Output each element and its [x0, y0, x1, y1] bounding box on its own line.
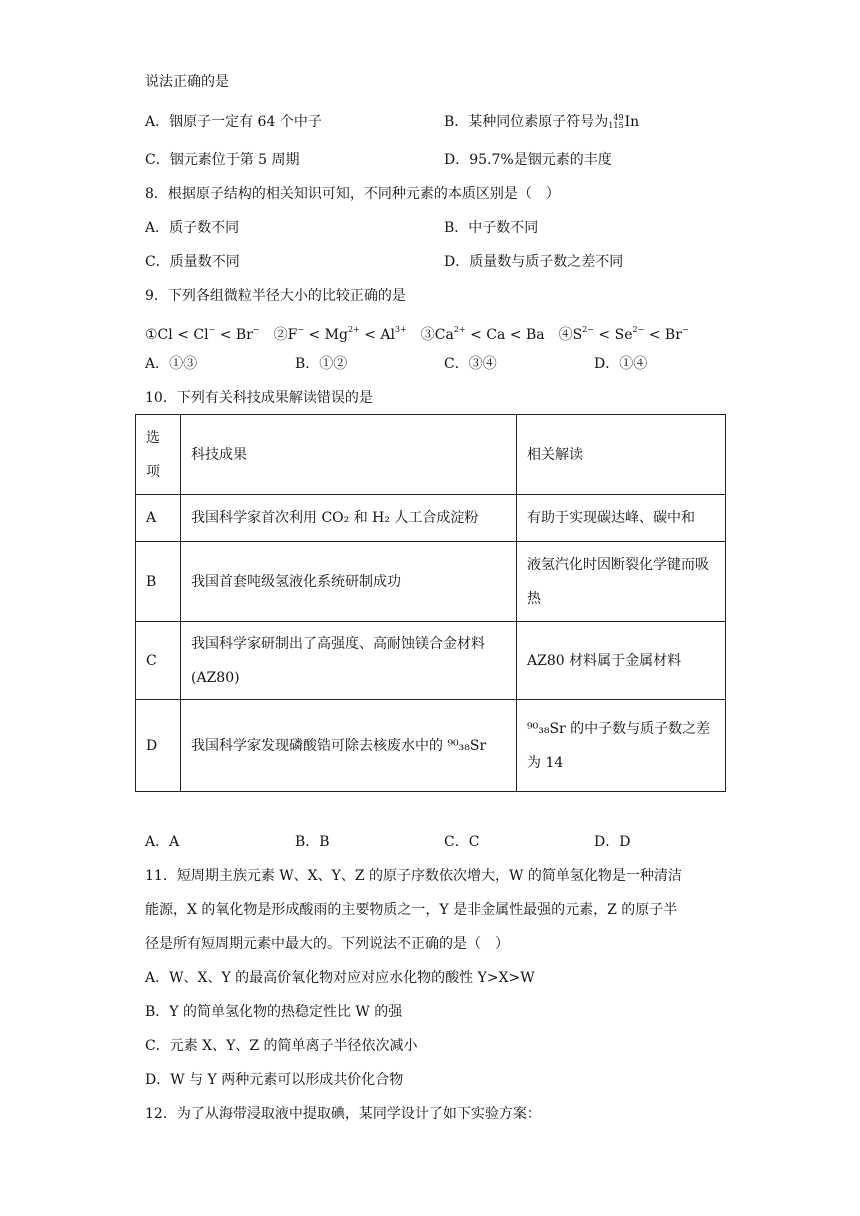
q7-option-b-text: B．某种同位素原子符号为: [444, 114, 609, 130]
q7-isotope-number: 115: [608, 121, 624, 130]
q9-item-text: < Br: [644, 327, 682, 343]
q9-charge: 2−: [582, 325, 594, 334]
table-header-row: [136, 415, 726, 495]
q9-charge: 2+: [347, 325, 360, 334]
row-option: B: [136, 542, 181, 622]
q9-option-b: B．①②: [295, 356, 348, 372]
q9-item-text: ①Cl < Cl: [145, 327, 209, 343]
q7-option-d: D．95.7%是铟元素的丰度: [444, 152, 612, 168]
q7-option-c: C．铟元素位于第 5 周期: [145, 152, 300, 168]
q7-stem-tail: 说法正确的是: [145, 74, 229, 90]
row-interpretation: ⁹⁰₃₈Sr 的中子数与质子数之差为 14: [517, 700, 726, 792]
q8-stem: 8．根据原子结构的相关知识可知，不同种元素的本质区别是（ ）: [145, 186, 560, 202]
q8-option-b: B．中子数不同: [444, 220, 539, 236]
q11-option-d: D．W 与 Y 两种元素可以形成共价化合物: [145, 1072, 404, 1088]
q9-option-d: D．①④: [594, 356, 648, 372]
q9-charge: 2+: [453, 325, 466, 334]
header-achievement: 科技成果: [181, 415, 517, 495]
header-option: [136, 415, 181, 495]
table-row: [136, 495, 726, 542]
q7-isotope-numbers: [608, 114, 623, 130]
q8-option-a: A．质子数不同: [145, 220, 240, 236]
q9-item-text: ②F: [259, 327, 298, 343]
table-row: [136, 622, 726, 700]
q9-stem: 9．下列各组微粒半径大小的比较正确的是: [145, 288, 406, 304]
q9-items: [145, 320, 689, 345]
row-interpretation: AZ80 材料属于金属材料: [517, 622, 726, 700]
q7-isotope-symbol: In: [624, 114, 640, 130]
row-option: A: [136, 495, 181, 542]
q11-option-b: B．Y 的简单氢化物的热稳定性比 W 的强: [145, 1004, 403, 1020]
row-achievement: 我国首套吨级氢液化系统研制成功: [181, 542, 517, 622]
q7-option-b: [444, 112, 639, 132]
q9-charge: 2−: [632, 325, 645, 334]
q9-charge: −: [681, 325, 689, 334]
q10-option-a: A．A: [145, 834, 180, 850]
q9-option-a: A．①③: [145, 356, 198, 372]
row-option: C: [136, 622, 181, 700]
q9-charge: −: [297, 325, 305, 334]
q9-item-text: < Br: [215, 327, 253, 343]
q9-item-text: < Mg: [304, 327, 348, 343]
q12-stem: 12．为了从海带浸取液中提取碘，某同学设计了如下实验方案：: [145, 1106, 541, 1122]
q9-charge: −: [252, 325, 260, 334]
q10-option-d: D．D: [594, 834, 631, 850]
q9-charge: 3+: [394, 325, 407, 334]
header-interpretation: 相关解读: [517, 415, 726, 495]
q9-item-text: ③Ca: [406, 327, 454, 343]
q9-item-text: < Se: [593, 327, 633, 343]
q9-option-c: C．③④: [444, 356, 497, 372]
q10-table: [135, 414, 726, 792]
q9-item-text: < Ca < Ba ④S: [465, 327, 583, 343]
header-option-line: 项: [146, 463, 160, 480]
row-option: D: [136, 700, 181, 792]
q7-option-a: A．铟原子一定有 64 个中子: [145, 114, 322, 130]
row-achievement: 我国科学家发现磷酸锆可除去核废水中的 ⁹⁰₃₈Sr: [181, 700, 517, 792]
q11-stem-line-1: 11．短周期主族元素 W、X、Y、Z 的原子序数依次增大，W 的简单氢化物是一种清洁: [145, 868, 682, 884]
q11-stem-line-2: 能源，X 的氧化物是形成酸雨的主要物质之一，Y 是非金属性最强的元素，Z 的原子半: [145, 902, 678, 918]
q9-item-text: < Al: [359, 327, 395, 343]
q10-option-b: B．B: [295, 834, 330, 850]
q11-option-c: C．元素 X、Y、Z 的简单离子半径依次减小: [145, 1038, 418, 1054]
q11-stem-line-3: 径是所有短周期元素中最大的。下列说法不正确的是（ ）: [145, 936, 509, 952]
header-option-line: 选: [146, 429, 160, 446]
q8-option-d: D．质量数与质子数之差不同: [444, 254, 624, 270]
q7-isotope-mass: 49: [613, 113, 624, 122]
table-row: [136, 700, 726, 792]
row-achievement: 我国科学家首次利用 CO₂ 和 H₂ 人工合成淀粉: [181, 495, 517, 542]
q10-stem: 10．下列有关科技成果解读错误的是: [145, 390, 373, 406]
q8-option-c: C．质量数不同: [145, 254, 240, 270]
row-achievement: 我国科学家研制出了高强度、高耐蚀镁合金材料(AZ80): [181, 622, 517, 700]
q9-charge: −: [208, 325, 216, 334]
table-row: [136, 542, 726, 622]
row-interpretation: 有助于实现碳达峰、碳中和: [517, 495, 726, 542]
row-interpretation: 液氢汽化时因断裂化学键而吸热: [517, 542, 726, 622]
q10-option-c: C．C: [444, 834, 480, 850]
q11-option-a: A．W、X、Y 的最高价氧化物对应对应水化物的酸性 Y>X>W: [145, 970, 535, 986]
